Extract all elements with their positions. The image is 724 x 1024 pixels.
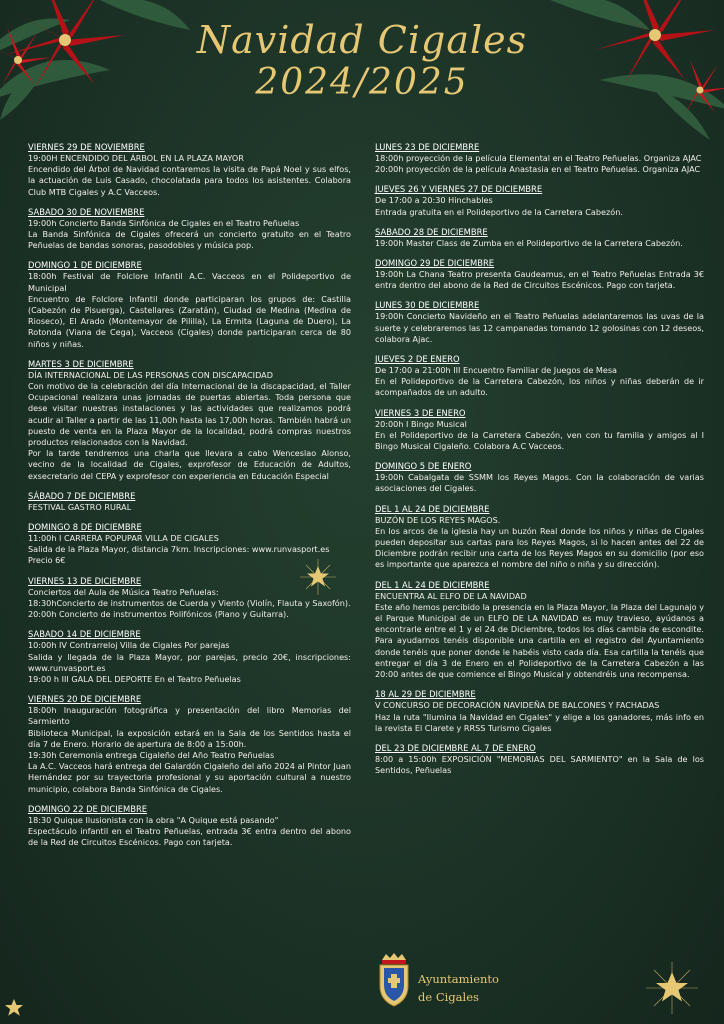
- event-line: Encendido del Árbol de Navidad contaremos la visita de Papá Noel y sus elfos, la actuación de Luis Casado, chocolatada para todos los asistentes. Colabora Club MTB Cigales y A.C Vacceos.: [28, 164, 351, 197]
- event-line: 19:00 h III GALA DEL DEPORTE En el Teatro Peñuelas: [28, 673, 241, 684]
- event-line: 18:00h Festival de Folclore Infantil A.C. Vacceos en el Polideportivo de Municipal: [28, 271, 351, 293]
- event-date: DOMINGO 29 DE DICIEMBRE: [375, 258, 495, 269]
- event-block: [375, 504, 704, 571]
- event-date: SABADO 28 DE DICIEMBRE: [375, 226, 488, 237]
- event-block: [375, 743, 704, 776]
- event-line: DÍA INTERNACIONAL DE LAS PERSONAS CON DISCAPACIDAD: [28, 369, 273, 380]
- event-line: Conciertos del Aula de Música Teatro Peñuelas:: [28, 586, 219, 597]
- event-line: Por la tarde tendremos una charla que llevara a cabo Wenceslao Alonso, vecino de la localidad de Cigales, exprofesor de Educación de Adultos, exsecretario del CEPA y exprofesor con experiencia en Educación Especial: [28, 448, 351, 481]
- event-line: 10:00h IV Contrarreloj Villa de Cigales Por parejas: [28, 640, 230, 651]
- event-block: [375, 227, 704, 249]
- event-block: [28, 359, 351, 482]
- events-right-column: [375, 142, 704, 785]
- event-line: Haz la ruta "Ilumina la Navidad en Cigales" y elige a los ganadores, más info en la revista El Clarete y RRSS Turismo Cigales: [375, 711, 704, 733]
- event-line: 18:00h Inauguración fotográfica y presentación del libro Memorias del Sarmiento: [28, 705, 351, 727]
- event-date: DOMINGO 8 DE DICIEMBRE: [28, 522, 142, 533]
- ayuntamiento-logo: [376, 952, 526, 1012]
- event-date: LUNES 30 DE DICIEMBRE: [375, 300, 480, 311]
- event-date: JUEVES 2 DE ENERO: [375, 354, 460, 365]
- event-line: 18:30hConcierto de instrumentos de Cuerda y Viento (Violín, Flauta y Saxofón).: [28, 597, 351, 608]
- event-block: [28, 694, 351, 795]
- event-line: De 17:00 a 21:00h III Encuentro Familiar de Juegos de Mesa: [375, 365, 618, 376]
- event-line: 8:00 a 15:00h EXPOSICIÓN "MEMORIAS DEL SARMIENTO" en la Sala de los Sentidos, Peñuelas: [375, 753, 704, 776]
- events-left-column: [28, 142, 351, 857]
- event-line: En los arcos de la iglesia hay un buzón Real donde los niños y niñas de Cigales pueden depositar sus cartas para los Reyes Magos, si lo hacen antes del 22 de Diciembre podrán recibir una carta de los Reyes Magos en su domicilio (por eso es importante que aparezca el nombre del niño o niña y su dirección).: [375, 525, 704, 570]
- event-line: 19:00H ENCENDIDO DEL ÁRBOL EN LA PLAZA MAYOR: [28, 153, 244, 163]
- event-block: [375, 258, 704, 291]
- event-date: DOMINGO 1 DE DICIEMBRE: [28, 260, 142, 271]
- event-line: Entrada gratuita en el Polideportivo de la Carretera Cabezón.: [375, 206, 623, 217]
- event-line: Precio 6€: [28, 555, 66, 566]
- event-block: [28, 629, 351, 685]
- event-line: Salida de la Plaza Mayor, distancia 7km. Inscripciones: www.runvasport.es: [28, 544, 330, 555]
- event-date: JUEVES 26 Y VIERNES 27 DE DICIEMBRE: [375, 184, 543, 195]
- event-line: Con motivo de la celebración del día Internacional de la discapacidad, el Taller Ocupacional realizara unas jornadas de puertas abiertas. Toda persona que dese visitar nuestras instalaciones y las actividades que realizamos podrá acudir al Taller a partir de las 11,00h hasta las 17,00h horas. También habrá un puesto de venta en la Plaza Mayor de la localidad, podrá compras nuestros productos relacionados con la Navidad.: [28, 381, 351, 448]
- event-block: [28, 804, 351, 849]
- event-date: MARTES 3 DE DICIEMBRE: [28, 358, 134, 369]
- coat-of-arms-icon: [376, 952, 412, 1008]
- event-date: SÁBADO 7 DE DICIEMBRE: [28, 490, 136, 501]
- event-line: 18:30 Quique Ilusionista con la obra "A Quique está pasando": [28, 814, 279, 825]
- event-line: 20:00h proyección de la película Anastasia en el Teatro Peñuelas. Organiza AJAC: [375, 164, 701, 175]
- event-date: DEL 23 DE DICIEMBRE AL 7 DE ENERO: [375, 742, 536, 753]
- event-line: 19:30h Ceremonia entrega Cigaleño del Año Teatro Peñuelas: [28, 749, 275, 760]
- event-block: [375, 461, 704, 494]
- poster-title: Navidad Cigales: [196, 18, 528, 62]
- event-line: ENCUENTRA AL ELFO DE LA NAVIDAD: [375, 590, 527, 601]
- event-line: De 17:00 a 20:30 Hinchables: [375, 195, 493, 206]
- event-line: En el Polideportivo de la Carretera Cabezón, los niños y niñas deberán de ir acompañados de un adulto.: [375, 376, 704, 398]
- event-date: SABADO 30 DE NOVIEMBRE: [28, 206, 145, 217]
- event-date: SABADO 14 DE DICIEMBRE: [28, 629, 141, 640]
- event-line: 19:00h Concierto Navideño en el Teatro Peñuelas adelantaremos las uvas de la suerte y celebraremos las 12 campanadas tomando 12 golosinas con 12 deseos, colabora Ajac.: [375, 311, 704, 344]
- event-block: [375, 354, 704, 399]
- event-block: [375, 689, 704, 734]
- event-line: 11:00h I CARRERA POPUPAR VILLA DE CIGALES: [28, 533, 219, 544]
- event-line: 18:00h proyección de la película Elemental en el Teatro Peñuelas. Organiza AJAC: [375, 153, 702, 163]
- poster-header: [0, 18, 724, 104]
- event-block: [28, 142, 351, 198]
- event-block: [375, 408, 704, 453]
- logo-text-line2: de Cigales: [418, 990, 479, 1004]
- event-line: La A.C. Vacceos hará entrega del Galardón Cigaleño del año 2024 al Pintor Juan Hernández por su trayectoria profesional y su aportación cultural a nuestro municipio, colabora Banda Sinfónica de Cigales.: [28, 761, 351, 794]
- gold-star-icon: [644, 960, 700, 1016]
- event-line: En el Polideportivo de la Carretera Cabezón, ven con tu familia y amigos al I Bingo Musical Cigaleño. Colabora A.C Vacceos.: [375, 429, 704, 452]
- event-date: VIERNES 20 DE DICIEMBRE: [28, 694, 142, 705]
- event-line: 19:00h Cabalgata de SSMM los Reyes Magos. Con la colaboración de varias asociaciones del Cigales.: [375, 472, 704, 494]
- event-line: 19:00h Master Class de Zumba en el Polideportivo de la Carretera Cabezón.: [375, 237, 683, 248]
- gold-star-icon: [2, 996, 26, 1020]
- event-block: [375, 184, 704, 217]
- event-block: [375, 580, 704, 681]
- event-line: Encuentro de Folclore Infantil donde participaran los grupos de: Castilla (Cabezón de Pisuerga), Castellares (Zaratán), Ciudad de Medina (Medina de Rioseco), El Arado (Montemayor de Pililla), La Ermita (Laguna de Duero), La Rotonda (Viana de Cega), Vacceos (Cigales) donde participaran cerca de 80 niños y niñas.: [28, 293, 351, 349]
- event-date: LUNES 23 DE DICIEMBRE: [375, 142, 480, 152]
- event-block: [28, 491, 351, 513]
- gold-star-icon: [298, 557, 338, 597]
- event-line: FESTIVAL GASTRO RURAL: [28, 501, 132, 512]
- poster-year: 2024/2025: [255, 62, 469, 103]
- event-line: V CONCURSO DE DECORACIÓN NAVIDEÑA DE BALCONES Y FACHADAS: [375, 700, 660, 711]
- event-block: [28, 260, 351, 349]
- event-date: DOMINGO 22 DE DICIEMBRE: [28, 803, 148, 814]
- event-date: DEL 1 AL 24 DE DICIEMBRE: [375, 579, 490, 590]
- event-line: Este año hemos percibido la presencia en la Plaza Mayor, la Plaza del Lagunajo y el Parque Municipal de un ELFO DE LA NAVIDAD es muy travieso, ayúdanos a encontrarle entre el 1 y el 24 de Diciembre, todos los días cambia de escondite. Para ayudarnos tenéis disponible una cartilla en el registro del Ayuntamiento donde tenéis que poner donde le habéis visto cada día. Esa cartilla la tenéis que entregar el día 3 de Enero en el Polideportivo de la Carretera Cabezón a las 20:00 antes de que comience el Bingo Musical y obtendréis una recompensa.: [375, 601, 704, 680]
- event-line: Espectáculo infantil en el Teatro Peñuelas, entrada 3€ entra dentro del abono de la Red de Circuitos Escénicos. Pago con tarjeta.: [28, 825, 351, 848]
- event-line: 20:00h Concierto de instrumentos Polifónicos (Piano y Guitarra).: [28, 609, 289, 620]
- event-date: DOMINGO 5 DE ENERO: [375, 461, 472, 472]
- event-line: Salida y llegada de la Plaza Mayor, por parejas, precio 20€, inscripciones: www.runvasport.es: [28, 651, 351, 673]
- event-block: [28, 207, 351, 252]
- event-date: VIERNES 29 DE NOVIEMBRE: [28, 142, 145, 152]
- event-line: 19:00h La Chana Teatro presenta Gaudeamus, en el Teatro Peñuelas Entrada 3€ entra dentro del abono de la Red de Circuitos Escénicos. Pago con tarjeta.: [375, 269, 704, 291]
- event-block: [375, 300, 704, 345]
- event-date: VIERNES 3 DE ENERO: [375, 407, 466, 418]
- logo-text-line1: Ayuntamiento: [418, 972, 499, 986]
- event-line: BUZÓN DE LOS REYES MAGOS.: [375, 514, 501, 525]
- event-date: VIERNES 13 DE DICIEMBRE: [28, 575, 142, 586]
- event-line: 20:00h I Bingo Musical: [375, 418, 467, 429]
- event-date: 18 AL 29 DE DICIEMBRE: [375, 689, 476, 700]
- event-block: [375, 142, 704, 175]
- event-date: DEL 1 AL 24 DE DICIEMBRE: [375, 503, 490, 514]
- event-line: Biblioteca Municipal, la exposición estará en la Sala de los Sentidos hasta el día 7 de Enero. Horario de apertura de 8:00 a 15:00h.: [28, 727, 351, 749]
- event-line: 19:00h Concierto Banda Sinfónica de Cigales en el Teatro Peñuelas: [28, 217, 300, 228]
- event-line: La Banda Sinfónica de Cigales ofrecerá un concierto gratuito en el Teatro Peñuelas de bandas sonoras, pasodobles y música pop.: [28, 229, 351, 251]
